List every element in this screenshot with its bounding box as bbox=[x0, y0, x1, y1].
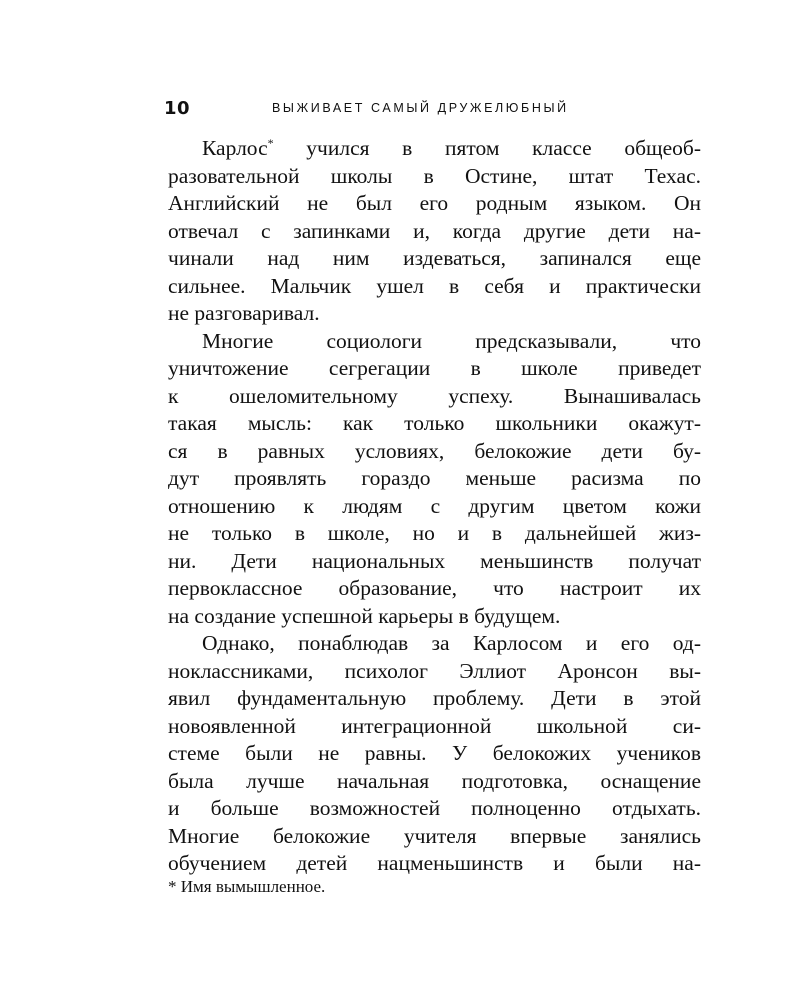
text-line: разовательной школы в Остине, штат Техас. bbox=[168, 163, 701, 188]
book-title: ВЫЖИВАЕТ САМЫЙ ДРУЖЕЛЮБНЫЙ bbox=[272, 101, 569, 115]
text-line bbox=[168, 135, 701, 163]
text-line: Многие белокожие учителя впервые занялись bbox=[168, 823, 701, 848]
text-line: чинали над ним издеваться, запинался еще bbox=[168, 246, 701, 270]
text-line: такая мысль: как только школьники окажут- bbox=[168, 411, 701, 435]
text-line: к ошеломительному успеху. Вынашивалась bbox=[168, 383, 701, 408]
text-line: отношению к людям с другим цветом кожи bbox=[168, 493, 701, 518]
text-line: стеме были не равны. У белокожих учеников bbox=[168, 741, 701, 765]
text-line: отвечал с запинками и, когда другие дети на- bbox=[168, 218, 701, 243]
text-line: была лучше начальная подготовка, оснащение bbox=[168, 768, 701, 793]
running-head bbox=[164, 96, 704, 122]
text-line: Многие социологи предсказывали, что bbox=[202, 328, 701, 353]
text-line: первоклассное образование, что настроит их bbox=[168, 576, 701, 600]
text-line: Однако, понаблюдав за Карлосом и его од- bbox=[202, 631, 701, 655]
text-line: сильнее. Мальчик ушел в себя и практически bbox=[168, 273, 701, 298]
text-line: уничтожение сегрегации в школе приведет bbox=[168, 356, 701, 380]
text-line: не только в школе, но и в дальнейшей жиз- bbox=[168, 521, 701, 545]
word-karlos: Карлос bbox=[202, 136, 268, 160]
text-line: явил фундаментальную проблему. Дети в этой bbox=[168, 686, 701, 710]
text-line: ноклассниками, психолог Эллиот Аронсон вы- bbox=[168, 658, 701, 683]
text-line: Английский не был его родным языком. Он bbox=[168, 191, 701, 215]
body-text bbox=[168, 135, 701, 878]
text-line: и больше возможностей полноценно отдыхать. bbox=[168, 796, 701, 820]
text-line: не разговаривал. bbox=[168, 301, 320, 325]
text-line: новоявленной интеграционной школьной си- bbox=[168, 713, 701, 738]
footnote-marker: * bbox=[267, 135, 274, 150]
text-line: ся в равных условиях, белокожие дети бу- bbox=[168, 438, 701, 463]
text-line: обучением детей нацменьшинств и были на- bbox=[168, 851, 701, 875]
text-line: на создание успешной карьеры в будущем. bbox=[168, 603, 561, 628]
footnote: * Имя вымышленное. bbox=[168, 877, 326, 896]
line-remainder: учился в пятом классе общеоб- bbox=[306, 136, 701, 160]
page-number: 10 bbox=[164, 98, 191, 119]
text-line: дут проявлять гораздо меньше расизма по bbox=[168, 466, 701, 490]
text-line: ни. Дети национальных меньшинств получат bbox=[168, 548, 701, 573]
